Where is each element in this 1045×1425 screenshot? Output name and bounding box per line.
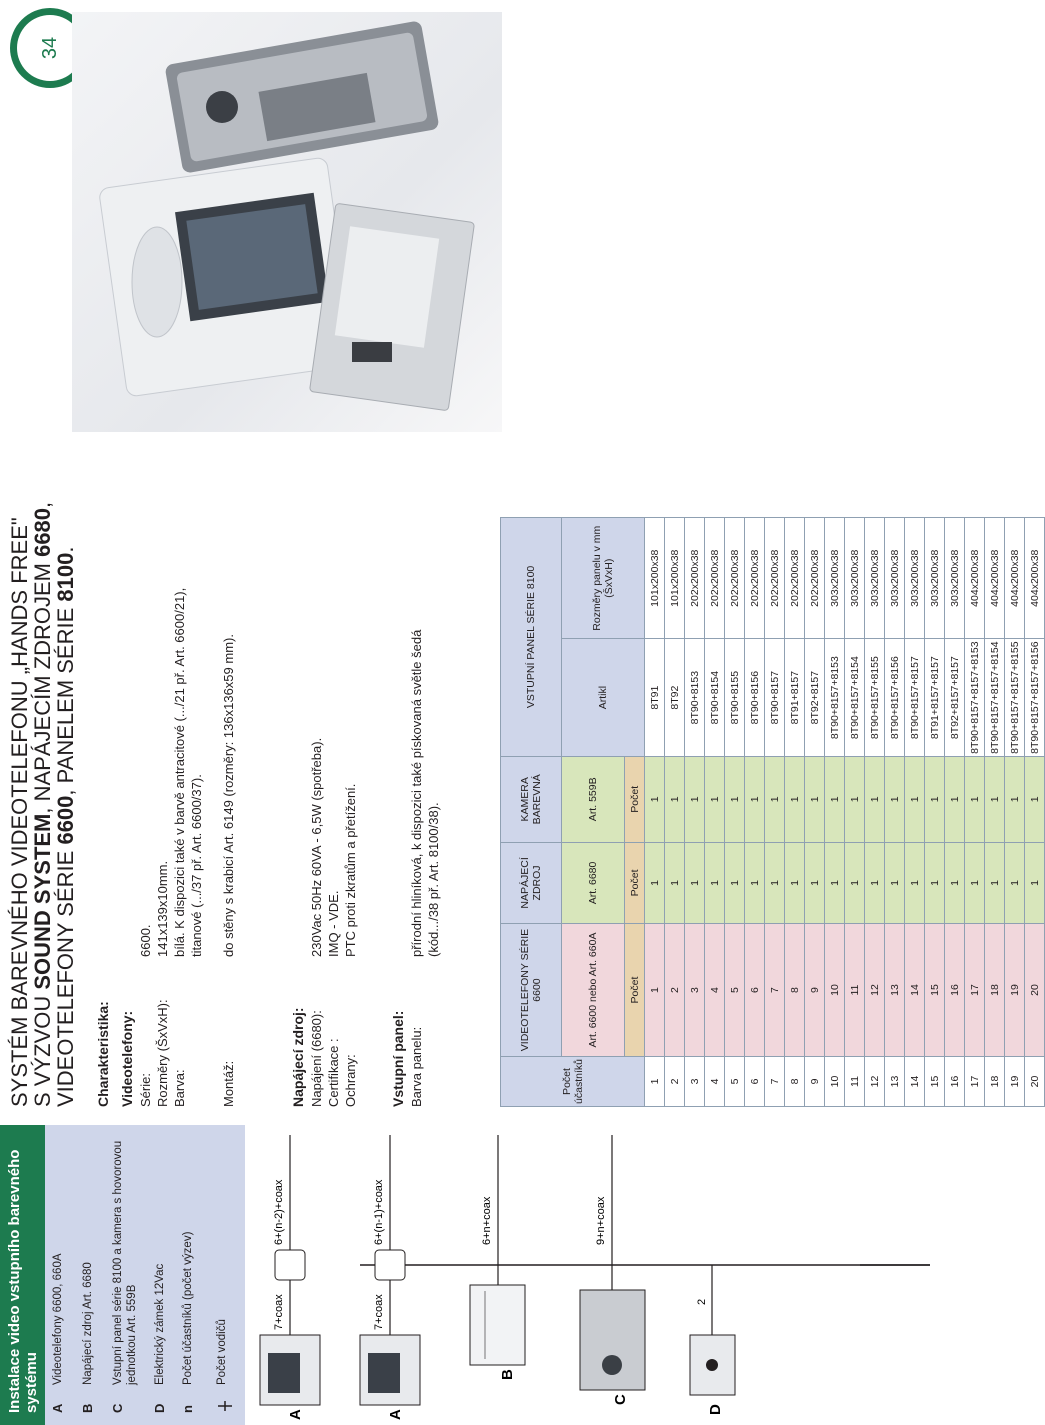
wiring-svg	[250, 1115, 960, 1425]
table-cell: 1	[905, 842, 925, 923]
legend-key: n	[180, 1405, 195, 1413]
table-cell: 14	[905, 1057, 925, 1107]
table-cell: 8T90+8157+8157+8154	[985, 639, 1005, 756]
table-row	[845, 518, 865, 1107]
table-cell: 8T91+8157	[785, 639, 805, 756]
table-cell: 7	[765, 1057, 785, 1107]
table-row	[645, 518, 665, 1107]
table-cell: 1	[965, 756, 985, 842]
table-cell: 202x200x38	[685, 518, 705, 639]
table-cell: 1	[645, 924, 665, 1057]
table-row	[985, 518, 1005, 1107]
table-cell: 8T90+8157+8153	[825, 639, 845, 756]
table-cell: 1	[665, 842, 685, 923]
table-cell: 2	[665, 1057, 685, 1107]
table-cell: 13	[885, 1057, 905, 1107]
table-cell: 8T91+8157+8157	[925, 639, 945, 756]
table-cell: 303x200x38	[925, 518, 945, 639]
table-cell: 1	[765, 756, 785, 842]
table-cell: 12	[865, 1057, 885, 1107]
sub-rozm: Rozměry panelu v mm (ŠxVxH)	[562, 518, 645, 639]
montaz-label: Montáž:	[221, 1060, 236, 1107]
rozm-value: 141x139x10mm.	[155, 860, 170, 957]
bp-label: Barva panelu:	[409, 1026, 424, 1107]
sub-vt: Art. 6600 nebo Art. 660A	[562, 924, 625, 1057]
label-top1: 6+(n-2)+coax	[273, 1179, 285, 1245]
title-line-3	[54, 7, 77, 1107]
table-cell: 8	[785, 1057, 805, 1107]
table-cell: 16	[945, 1057, 965, 1107]
legend-text: Elektrický zámek 12Vac	[154, 1263, 166, 1385]
table-row	[805, 518, 825, 1107]
bp-value-2: (kód.../38 př. Art. 8100/38).	[426, 802, 441, 957]
table-body	[645, 518, 1045, 1107]
table-cell: 1	[705, 756, 725, 842]
table-row	[685, 518, 705, 1107]
label-two: 2	[696, 1298, 708, 1305]
table-cell: 303x200x38	[885, 518, 905, 639]
table-header-row	[501, 518, 562, 1107]
table-row	[665, 518, 685, 1107]
table-cell: 1	[885, 842, 905, 923]
legend-items	[45, 1125, 245, 1425]
table-cell: 1	[805, 756, 825, 842]
table-cell: 8T92+8157+8157	[945, 639, 965, 756]
label-a2: A	[387, 1409, 404, 1420]
sub-kam: Art. 559B	[562, 756, 625, 842]
label-c: C	[612, 1394, 629, 1405]
power-supply-b	[470, 1285, 525, 1380]
table-cell: 15	[925, 924, 945, 1057]
table-cell: 20	[1025, 1057, 1045, 1107]
table-cell: 8T91	[645, 639, 665, 756]
table-cell: 1	[685, 756, 705, 842]
table-cell: 1	[905, 756, 925, 842]
lock-d	[690, 1335, 735, 1415]
header-nz: NAPÁJECÍ ZDROJ	[501, 842, 562, 923]
title-line-2	[31, 7, 54, 1107]
title-part: S VÝZVOU	[30, 989, 55, 1107]
legend-key: C	[110, 1403, 125, 1413]
table-subheader-row	[562, 518, 625, 1107]
table-cell: 20	[1025, 924, 1045, 1057]
table-cell: 1	[1025, 842, 1045, 923]
table-row	[785, 518, 805, 1107]
legend-text: Videotelefony 6600, 660A	[52, 1253, 64, 1385]
title-part: .	[53, 546, 78, 553]
videophone-a2	[360, 1335, 420, 1420]
table-cell: 303x200x38	[845, 518, 865, 639]
table-cell: 1	[1005, 842, 1025, 923]
table-row	[885, 518, 905, 1107]
table-cell: 1	[825, 756, 845, 842]
table-cell: 8T90+8157+8155	[865, 639, 885, 756]
legend-key: D	[152, 1403, 167, 1413]
header-vt: VIDEOTELEFONY SÉRIE 6600	[501, 924, 562, 1057]
table-cell: 1	[1005, 756, 1025, 842]
label-coax7-1: 7+coax	[273, 1294, 285, 1330]
videophone-a1	[260, 1335, 320, 1420]
table-cell: 3	[685, 924, 705, 1057]
table-cell: 3	[685, 1057, 705, 1107]
table-cell: 10	[825, 1057, 845, 1107]
table-cell: 8T90+8157+8157+8153	[965, 639, 985, 756]
table-cell: 1	[865, 756, 885, 842]
table-row	[825, 518, 845, 1107]
table-cell: 1	[685, 842, 705, 923]
table-cell: 11	[845, 924, 865, 1057]
entry-panel-c	[580, 1290, 645, 1405]
table-row	[725, 518, 745, 1107]
table-cell: 17	[965, 924, 985, 1057]
sub-pocet-3: Počet	[625, 756, 645, 842]
vt-heading: Videotelefony:	[119, 1010, 135, 1107]
title-part-bold: 8100	[53, 552, 78, 602]
table-cell: 1	[985, 756, 1005, 842]
bp-value: přírodní hliníková, k dispozici také pískovaná světle šedá	[409, 629, 424, 957]
sub-nz: Art. 6680	[562, 842, 625, 923]
table-row	[865, 518, 885, 1107]
label-low: 9+n+coax	[595, 1196, 607, 1245]
table-cell: 202x200x38	[805, 518, 825, 639]
table-cell: 1	[1025, 756, 1045, 842]
table-row	[905, 518, 925, 1107]
title-part-bold: 6680	[30, 507, 55, 557]
table-cell: 303x200x38	[945, 518, 965, 639]
table-cell: 7	[765, 924, 785, 1057]
table-cell: 8T90+8157+8157+8155	[1005, 639, 1025, 756]
table-cell: 1	[725, 842, 745, 923]
title-part-bold: SOUND SYSTEM	[30, 813, 55, 990]
label-a1: A	[287, 1409, 304, 1420]
main-text	[0, 7, 520, 1107]
table-cell: 8T90+8153	[685, 639, 705, 756]
table-cell: 101x200x38	[645, 518, 665, 639]
table-cell: 8T90+8156	[745, 639, 765, 756]
table-cell: 1	[645, 756, 665, 842]
table-cell: 303x200x38	[825, 518, 845, 639]
table-cell: 1	[985, 842, 1005, 923]
table-cell: 1	[845, 756, 865, 842]
junction-box	[275, 1250, 305, 1280]
table-cell: 1	[865, 842, 885, 923]
table-cell: 8T90+8157+8154	[845, 639, 865, 756]
table-cell: 303x200x38	[865, 518, 885, 639]
page-title	[8, 7, 77, 1107]
label-mid: 6+n+coax	[481, 1196, 493, 1245]
table-row	[945, 518, 965, 1107]
table-row	[965, 518, 985, 1107]
title-part: ,	[30, 501, 55, 508]
montaz-value: do stěny s krabicí Art. 6149 (rozměry: 136x136x59 mm).	[221, 634, 236, 957]
table-cell: 8T92	[665, 639, 685, 756]
table-cell: 202x200x38	[705, 518, 725, 639]
title-line-1: SYSTÉM BAREVNÉHO VIDEOTELEFONU „HANDS FREE"	[7, 517, 32, 1107]
table-row	[765, 518, 785, 1107]
table-row	[925, 518, 945, 1107]
table-cell: 9	[805, 1057, 825, 1107]
table-cell: 5	[725, 924, 745, 1057]
table-cell: 8T90+8155	[725, 639, 745, 756]
table-cell: 1	[785, 756, 805, 842]
table-cell: 15	[925, 1057, 945, 1107]
legend-key: B	[80, 1403, 95, 1413]
table-cell: 4	[705, 924, 725, 1057]
legend-text: Napájecí zdroj Art. 6680	[82, 1262, 94, 1385]
table-cell: 1	[785, 842, 805, 923]
serie-label: Série:	[138, 1073, 153, 1107]
header-pocet: Počet účastníků	[501, 1057, 645, 1107]
table-cell: 19	[1005, 1057, 1025, 1107]
legend-key: A	[50, 1403, 65, 1413]
table-cell: 404x200x38	[1025, 518, 1045, 639]
table-cell: 1	[765, 842, 785, 923]
barva-value: bílá. K dispozici také v barvě antracitové (.../21 př. Art. 6600/21),	[172, 587, 187, 957]
table-row	[1025, 518, 1045, 1107]
header-kam: KAMERA BAREVNÁ	[501, 756, 562, 842]
rozm-label: Rozměry (ŠxVxH):	[155, 999, 170, 1107]
table-cell: 1	[705, 842, 725, 923]
table-cell: 1	[885, 756, 905, 842]
table-cell: 1	[925, 756, 945, 842]
videophone-spec	[95, 107, 265, 1107]
label-b: B	[499, 1369, 516, 1380]
serie-value: 6600.	[138, 924, 153, 957]
wire-count-icon	[215, 1393, 238, 1413]
sub-pocet-2: Počet	[625, 842, 645, 923]
table-row	[1005, 518, 1025, 1107]
legend-title: Instalace video vstupního barevného systému	[6, 1149, 40, 1413]
table-cell: 13	[885, 924, 905, 1057]
table-cell: 2	[665, 924, 685, 1057]
table-cell: 1	[965, 842, 985, 923]
table-cell: 18	[985, 924, 1005, 1057]
vp-heading: Vstupní panel:	[390, 1010, 406, 1107]
table-cell: 404x200x38	[965, 518, 985, 639]
cert-label: Certifikace :	[326, 1038, 341, 1107]
table-cell: 11	[845, 1057, 865, 1107]
wiring-diagram	[250, 1115, 960, 1425]
table-cell: 8T90+8157+8157	[905, 639, 925, 756]
table-cell: 8T90+8157+8157+8156	[1025, 639, 1045, 756]
table-row	[745, 518, 765, 1107]
table-cell: 404x200x38	[1005, 518, 1025, 639]
title-part: VIDEOTELEFONY SÉRIE	[53, 844, 78, 1107]
legend-text: Vstupní panel série 8100 a kamera s hovorovou jednotkou Art. 559B	[112, 1140, 138, 1385]
table-cell: 10	[825, 924, 845, 1057]
ochr-value: PTC proti zkratům a přetížení.	[343, 783, 358, 957]
page-number: 34	[39, 36, 61, 60]
legend-header	[0, 1125, 45, 1425]
barva-label: Barva:	[172, 1069, 187, 1107]
table-cell: 1	[945, 756, 965, 842]
ochr-label: Ochrany:	[343, 1054, 358, 1107]
table-cell: 4	[705, 1057, 725, 1107]
table-cell: 202x200x38	[745, 518, 765, 639]
table-cell: 404x200x38	[985, 518, 1005, 639]
table-cell: 9	[805, 924, 825, 1057]
table-cell: 1	[945, 842, 965, 923]
configuration-table	[500, 517, 1045, 1107]
table-cell: 1	[845, 842, 865, 923]
table-cell: 1	[645, 842, 665, 923]
legend-text: Počet vodičů	[216, 1319, 228, 1385]
nz-heading: Napájecí zdroj:	[290, 1007, 306, 1107]
char-heading: Charakteristika:	[95, 1001, 111, 1107]
table-cell: 1	[745, 756, 765, 842]
table-cell: 303x200x38	[905, 518, 925, 639]
power-supply-spec	[290, 107, 370, 1107]
table-cell: 1	[825, 842, 845, 923]
title-part-bold: 6600	[53, 795, 78, 845]
table-cell: 1	[725, 756, 745, 842]
table-cell: 17	[965, 1057, 985, 1107]
panel-spec	[390, 107, 450, 1107]
table-cell: 8T92+8157	[805, 639, 825, 756]
table-cell: 1	[665, 756, 685, 842]
title-part: , PANELEM SÉRIE	[53, 601, 78, 796]
table-cell: 202x200x38	[785, 518, 805, 639]
table-cell: 1	[745, 842, 765, 923]
table-cell: 19	[1005, 924, 1025, 1057]
sub-pocet-1: Počet	[625, 924, 645, 1057]
table-cell: 101x200x38	[665, 518, 685, 639]
table-cell: 6	[745, 1057, 765, 1107]
table-cell: 1	[645, 1057, 665, 1107]
cert-value: IMQ - VDE.	[326, 890, 341, 957]
table-cell: 202x200x38	[765, 518, 785, 639]
table-cell: 8T90+8157+8156	[885, 639, 905, 756]
napajeni-label: Napájení (6680):	[309, 1010, 324, 1107]
table-cell: 14	[905, 924, 925, 1057]
table-cell: 16	[945, 924, 965, 1057]
table-cell: 1	[925, 842, 945, 923]
header-vp: VSTUPNÍ PANEL SÉRIE 8100	[501, 518, 562, 757]
table-cell: 6	[745, 924, 765, 1057]
label-top2: 6+(n-1)+coax	[373, 1179, 385, 1245]
sub-art: Artikl	[562, 639, 645, 756]
table-cell: 202x200x38	[725, 518, 745, 639]
barva-value-2: titanové (.../37 př. Art. 6600/37).	[189, 774, 204, 957]
table-cell: 8T90+8154	[705, 639, 725, 756]
title-part: , NAPÁJECÍM ZDROJEM	[30, 556, 55, 814]
label-d: D	[707, 1404, 724, 1415]
table-cell: 5	[725, 1057, 745, 1107]
table-cell: 12	[865, 924, 885, 1057]
table-cell: 18	[985, 1057, 1005, 1107]
table-cell: 8	[785, 924, 805, 1057]
table-cell: 1	[805, 842, 825, 923]
table-row	[705, 518, 725, 1107]
napajeni-value: 230Vac 50Hz 60VA - 6,5W (spotřeba).	[309, 737, 324, 957]
table-cell: 8T90+8157	[765, 639, 785, 756]
legend-text: Počet účastníků (počet výzev)	[182, 1231, 194, 1385]
label-coax7-2: 7+coax	[373, 1294, 385, 1330]
